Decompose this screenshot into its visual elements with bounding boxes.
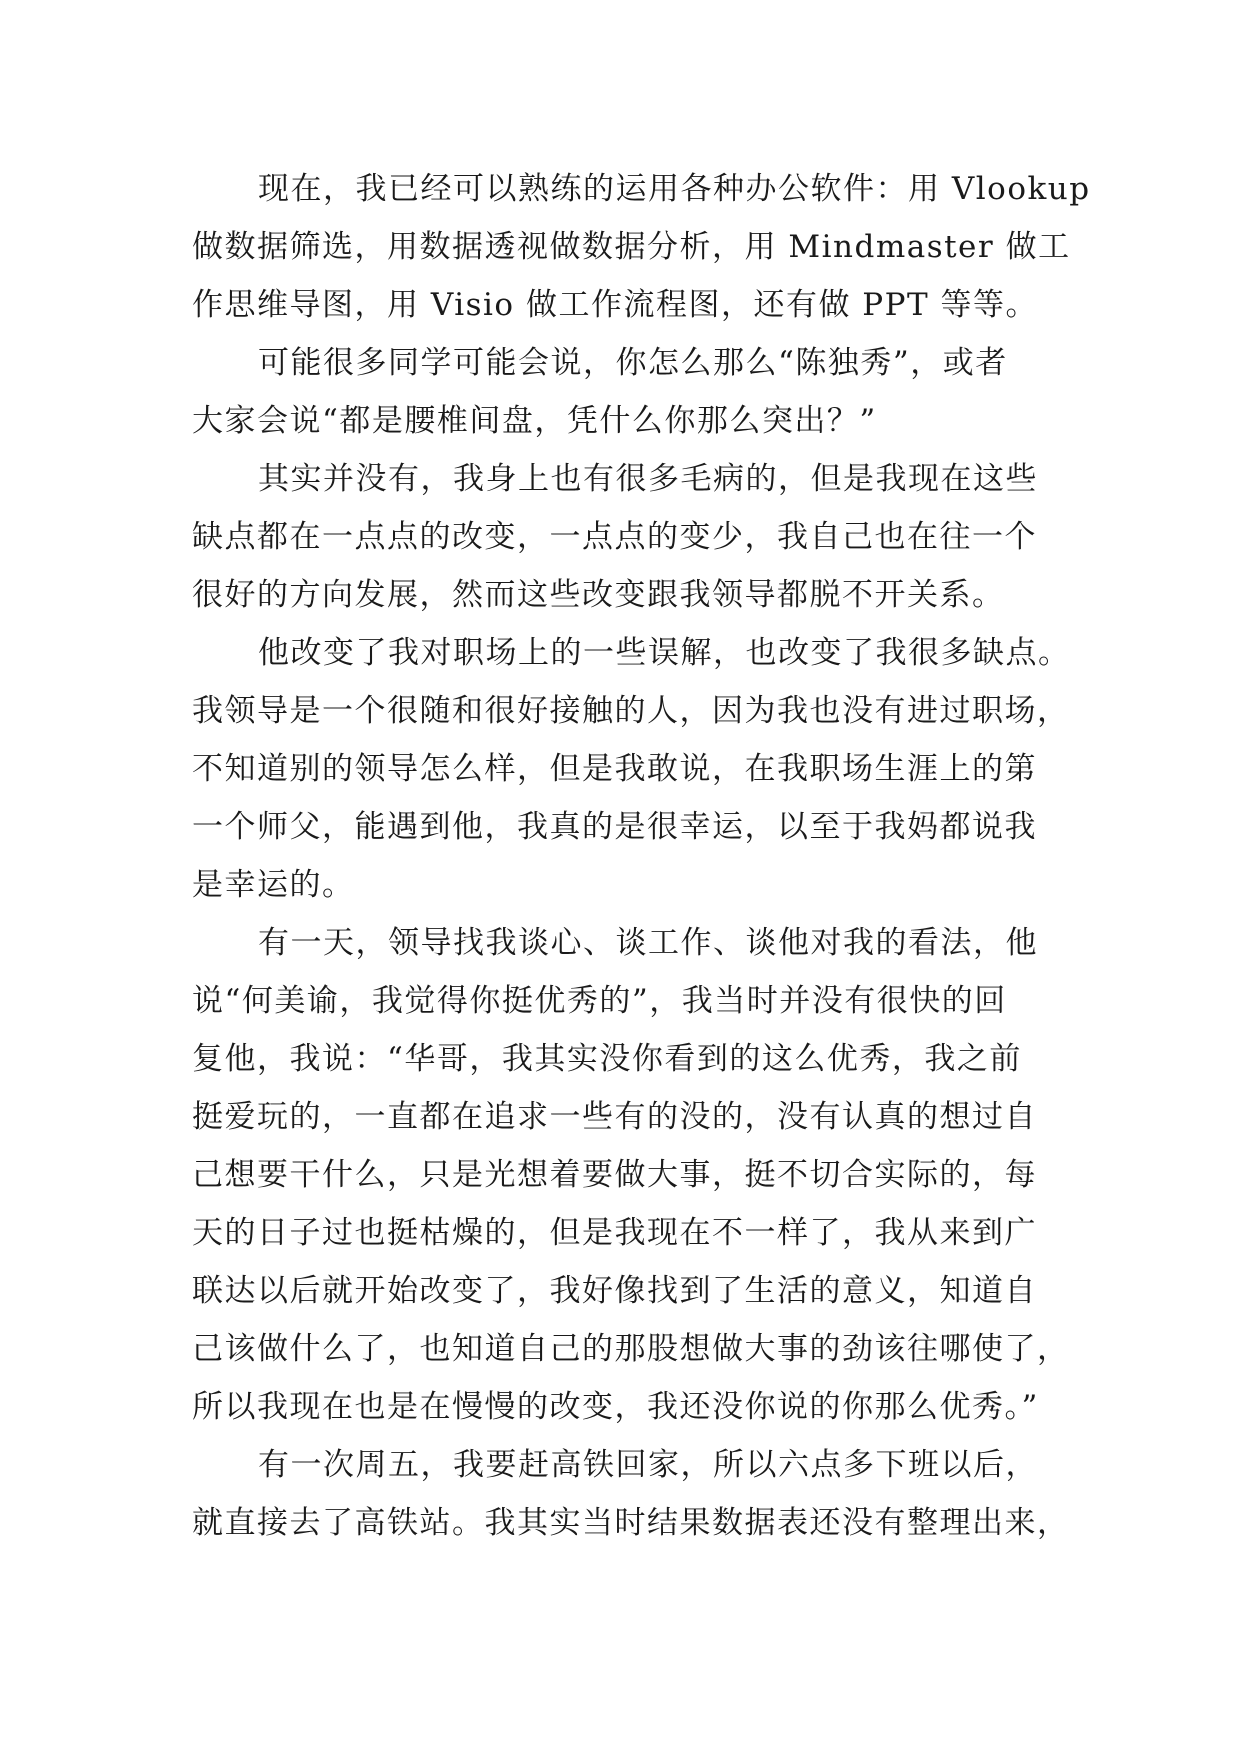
text-line: 说“何美谕，我觉得你挺优秀的”，我当时并没有很快的回 xyxy=(192,983,1007,1019)
text-line: 很好的方向发展，然而这些改变跟我领导都脱不开关系。 xyxy=(192,577,1005,613)
text-line: 挺爱玩的，一直都在追求一些有的没的，没有认真的想过自 xyxy=(192,1099,1037,1135)
text-line: 己想要干什么，只是光想着要做大事，挺不切合实际的，每 xyxy=(192,1157,1037,1193)
text-line: 不知道别的领导怎么样，但是我敢说，在我职场生涯上的第 xyxy=(192,751,1037,787)
text-line: 己该做什么了，也知道自己的那股想做大事的劲该往哪使了， xyxy=(192,1331,1070,1367)
text-line: 大家会说“都是腰椎间盘，凭什么你那么突出？” xyxy=(192,403,877,439)
text-line: 他改变了我对职场上的一些误解，也改变了我很多缺点。 xyxy=(258,635,1071,671)
text-line: 所以我现在也是在慢慢的改变，我还没你说的你那么优秀。” xyxy=(192,1389,1039,1425)
text-line: 做数据筛选，用数据透视做数据分析，用 Mindmaster 做工 xyxy=(192,229,1071,265)
text-line: 缺点都在一点点的改变，一点点的变少，我自己也在往一个 xyxy=(192,519,1037,555)
text-line: 我领导是一个很随和很好接触的人，因为我也没有进过职场， xyxy=(192,693,1070,729)
document-body xyxy=(192,160,1091,1552)
text-line: 有一次周五，我要赶高铁回家，所以六点多下班以后， xyxy=(258,1447,1038,1483)
text-line: 天的日子过也挺枯燥的，但是我现在不一样了，我从来到广 xyxy=(192,1215,1037,1251)
text-line: 其实并没有，我身上也有很多毛病的，但是我现在这些 xyxy=(258,461,1038,497)
text-line: 一个师父，能遇到他，我真的是很幸运，以至于我妈都说我 xyxy=(192,809,1037,845)
text-line: 作思维导图，用 Visio 做工作流程图，还有做 PPT 等等。 xyxy=(192,287,1039,323)
text-line: 复他，我说：“华哥，我其实没你看到的这么优秀，我之前 xyxy=(192,1041,1022,1077)
text-line: 可能很多同学可能会说，你怎么那么“陈独秀”，或者 xyxy=(258,345,1008,381)
text-line: 就直接去了高铁站。我其实当时结果数据表还没有整理出来， xyxy=(192,1505,1070,1541)
text-line: 有一天，领导找我谈心、谈工作、谈他对我的看法，他 xyxy=(258,925,1038,961)
text-line: 联达以后就开始改变了，我好像找到了生活的意义，知道自 xyxy=(192,1273,1037,1309)
text-line: 现在，我已经可以熟练的运用各种办公软件：用 Vlookup xyxy=(258,171,1091,207)
text-line: 是幸运的。 xyxy=(192,867,355,903)
